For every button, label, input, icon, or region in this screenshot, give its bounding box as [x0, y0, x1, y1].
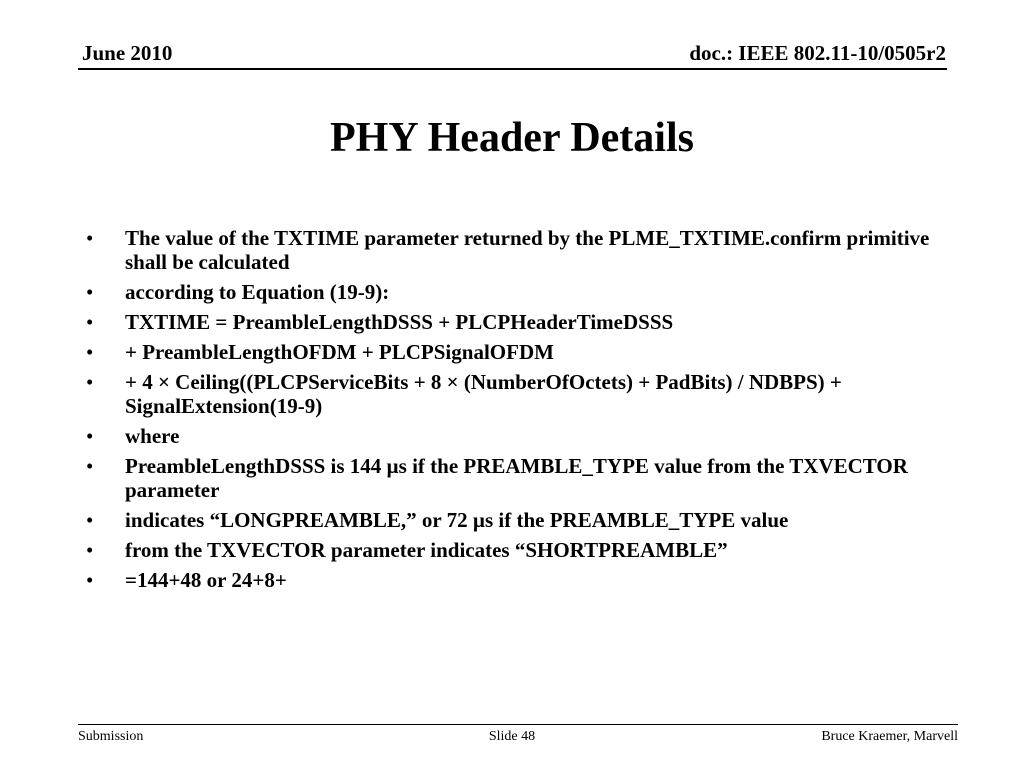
bullet-text: indicates “LONGPREAMBLE,” or 72 µs if the PREAMBLE_TYPE value: [125, 508, 789, 532]
bullet-item: [82, 568, 954, 592]
bullet-item: [82, 370, 954, 418]
bullet-text: + PreambleLengthOFDM + PLCPSignalOFDM: [125, 340, 554, 364]
footer-divider: [78, 724, 958, 725]
bullet-icon: •: [86, 310, 94, 334]
bullet-item: [82, 424, 954, 448]
slide-title: PHY Header Details: [330, 115, 694, 161]
document-id: doc.: IEEE 802.11-10/0505r2: [689, 41, 946, 65]
bullet-icon: •: [86, 508, 94, 532]
bullet-item: [82, 310, 954, 334]
bullet-text: =144+48 or 24+8+: [125, 568, 287, 592]
bullet-item: [82, 538, 954, 562]
bullet-icon: •: [86, 226, 94, 250]
bullet-icon: •: [86, 280, 94, 304]
bullet-item: [82, 226, 954, 274]
bullet-text: PreambleLengthDSSS is 144 µs if the PREAMBLE_TYPE value from the TXVECTOR parameter: [125, 454, 908, 502]
bullet-item: [82, 280, 954, 304]
footer-author: Bruce Kraemer, Marvell: [821, 729, 958, 744]
bullet-text: TXTIME = PreambleLengthDSSS + PLCPHeaderTimeDSSS: [125, 310, 674, 334]
bullet-text: according to Equation (19-9):: [125, 280, 390, 304]
bullet-list: [82, 226, 954, 598]
bullet-item: [82, 508, 954, 532]
bullet-text: + 4 × Ceiling((PLCPServiceBits + 8 × (NumberOfOctets) + PadBits) / NDBPS) + SignalExtension(19-9): [125, 370, 842, 418]
bullet-text: from the TXVECTOR parameter indicates “SHORTPREAMBLE”: [125, 538, 728, 562]
bullet-icon: •: [86, 340, 94, 364]
bullet-text: where: [125, 424, 180, 448]
bullet-icon: •: [86, 454, 94, 478]
bullet-item: [82, 340, 954, 364]
bullet-icon: •: [86, 424, 94, 448]
bullet-item: [82, 454, 954, 502]
header-date: June 2010: [82, 41, 173, 65]
header-divider: [78, 68, 947, 70]
bullet-icon: •: [86, 538, 94, 562]
bullet-text: The value of the TXTIME parameter returned by the PLME_TXTIME.confirm primitive shall be calculated: [125, 226, 930, 274]
slide-number: Slide 48: [488, 729, 536, 744]
bullet-icon: •: [86, 370, 94, 394]
footer-submission: Submission: [78, 729, 144, 744]
bullet-icon: •: [86, 568, 94, 592]
